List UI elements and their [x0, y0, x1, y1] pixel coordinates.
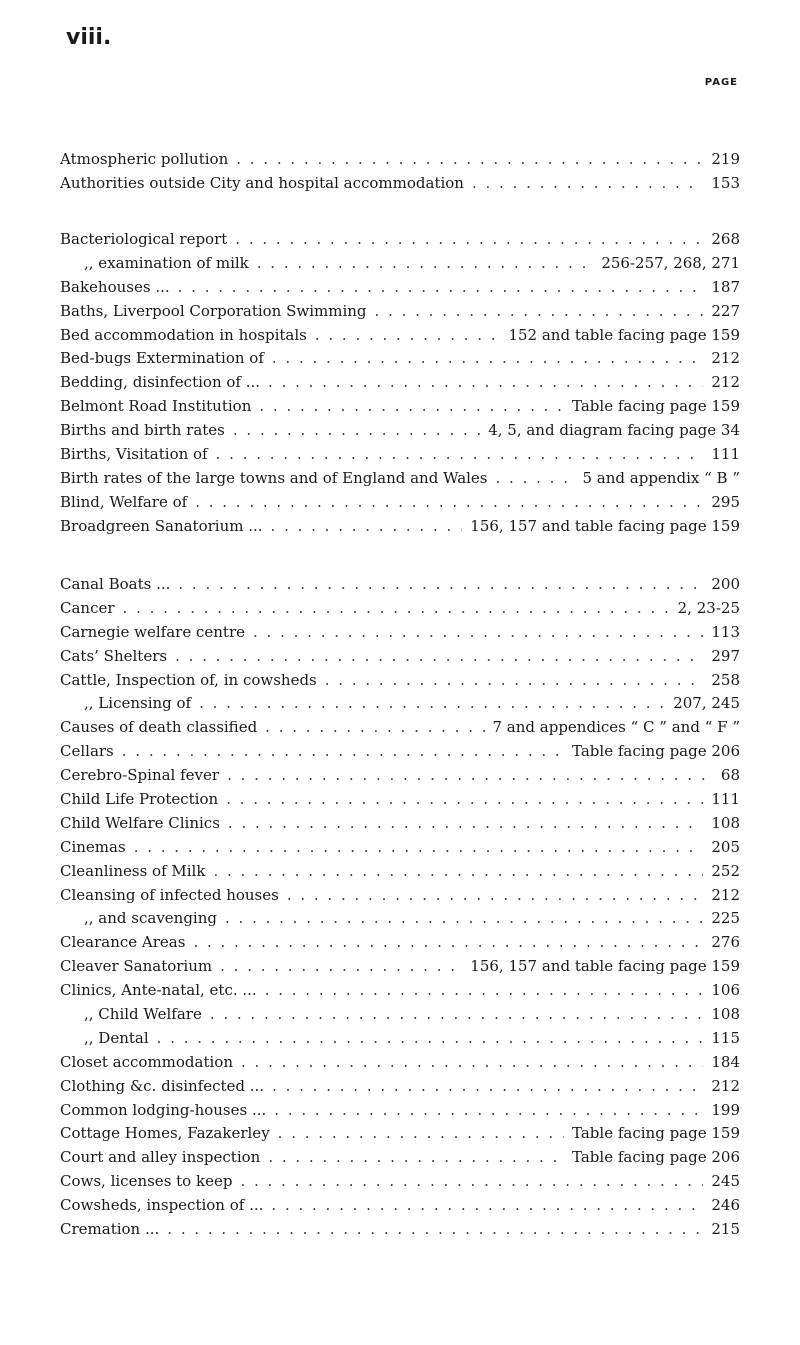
- index-term: Cattle, Inspection of, in cowsheds: [60, 670, 317, 689]
- dot-leader: [178, 276, 704, 300]
- page-reference: 4, 5, and diagram facing page 34: [488, 421, 740, 440]
- page-reference: 156, 157 and table facing page 159: [470, 516, 740, 535]
- dot-leader: [240, 1170, 703, 1194]
- dot-leader: [175, 645, 703, 669]
- index-term: Child Life Protection: [60, 790, 219, 809]
- dot-leader: [225, 907, 703, 931]
- dot-leader: [199, 692, 665, 716]
- index-term: Cleaver Sanatorium: [60, 957, 213, 976]
- page-reference: 212: [711, 349, 740, 368]
- index-entry: [60, 1051, 740, 1075]
- page-reference: 215: [711, 1220, 740, 1239]
- dot-leader: [272, 347, 703, 371]
- index-entry: [60, 252, 740, 276]
- page-reference: 153: [711, 173, 740, 192]
- page-reference: 212: [711, 373, 740, 392]
- index-term: Child Welfare Clinics: [60, 813, 220, 832]
- page-numeral: viii.: [66, 25, 112, 50]
- dot-leader: [226, 788, 703, 812]
- index-term: Cremation ...: [60, 1220, 160, 1239]
- page-reference: 108: [711, 813, 740, 832]
- index-entry: [60, 764, 740, 788]
- index-term: Births and birth rates: [60, 421, 225, 440]
- index-term: ,, and scavenging: [84, 909, 217, 928]
- dot-leader: [167, 1218, 703, 1242]
- dot-leader: [195, 491, 703, 515]
- index-term: Carnegie welfare centre: [60, 622, 246, 641]
- index-entry: [60, 669, 740, 693]
- dot-leader: [227, 764, 713, 788]
- index-term: Bed accommodation in hospitals: [60, 325, 307, 344]
- page-reference: 115: [711, 1028, 740, 1047]
- page-reference: Table facing page 206: [572, 742, 740, 761]
- index-term: Clearance Areas: [60, 933, 186, 952]
- index-term: Atmospheric pollution: [60, 150, 229, 168]
- dot-leader: [157, 1027, 704, 1051]
- index-entry: [60, 884, 740, 908]
- dot-leader: [122, 740, 564, 764]
- index-entry: [60, 1099, 740, 1123]
- index-entry: [60, 1122, 740, 1146]
- dot-leader: [210, 1003, 704, 1027]
- page-reference: 111: [711, 445, 740, 464]
- dot-leader: [228, 812, 703, 836]
- page-reference: 106: [711, 981, 740, 1000]
- page-reference: 212: [711, 885, 740, 904]
- dot-leader: [271, 515, 463, 539]
- index-entry: [60, 1218, 740, 1242]
- dot-leader: [241, 1051, 703, 1075]
- index-entry: [60, 515, 740, 539]
- page-reference: 245: [711, 1172, 740, 1191]
- index-entry: [60, 931, 740, 955]
- page-reference: 252: [711, 861, 740, 880]
- page-reference: 5 and appendix “ B ”: [582, 468, 740, 487]
- page-reference: 297: [711, 646, 740, 665]
- dot-leader: [213, 860, 703, 884]
- index-term: Bedding, disinfection of ...: [60, 373, 261, 392]
- index-term: Closet accommodation: [60, 1052, 233, 1071]
- page-reference: 212: [711, 1076, 740, 1095]
- dot-leader: [274, 1099, 703, 1123]
- dot-leader: [472, 172, 703, 196]
- page-reference: 276: [711, 933, 740, 952]
- dot-leader: [265, 716, 484, 740]
- dot-leader: [265, 979, 704, 1003]
- page-reference: 108: [711, 1005, 740, 1024]
- index-term: Cowsheds, inspection of ...: [60, 1196, 264, 1215]
- index-term: Baths, Liverpool Corporation Swimming: [60, 301, 367, 320]
- index-entry: [60, 860, 740, 884]
- dot-leader: [287, 884, 704, 908]
- index-term: Blind, Welfare of: [60, 492, 188, 511]
- index-term: Cottage Homes, Fazakerley: [60, 1124, 270, 1143]
- index-term: Court and alley inspection: [60, 1148, 261, 1167]
- index-section-a: [60, 148, 740, 196]
- index-entry: [60, 1003, 740, 1027]
- index-entry: [60, 467, 740, 491]
- index-entry: [60, 300, 740, 324]
- dot-leader: [123, 597, 670, 621]
- index-entry: [60, 740, 740, 764]
- page-reference: Table facing page 159: [572, 397, 740, 416]
- page-reference: 68: [720, 766, 740, 785]
- page-reference: 246: [711, 1196, 740, 1215]
- page-reference: 152 and table facing page 159: [508, 325, 740, 344]
- dot-leader: [253, 621, 703, 645]
- index-term: Clinics, Ante-natal, etc. ...: [60, 981, 257, 1000]
- index-term: Common lodging-houses ...: [60, 1100, 267, 1119]
- index-entry: [60, 172, 740, 196]
- page-reference: 227: [711, 301, 740, 320]
- page-reference: 225: [711, 909, 740, 928]
- dot-leader: [220, 955, 462, 979]
- index-term: Canal Boats ...: [60, 575, 171, 593]
- dot-leader: [375, 300, 704, 324]
- page-reference: 256-257, 268, 271: [601, 253, 740, 272]
- dot-leader: [268, 371, 703, 395]
- page-reference: 2, 23-25: [677, 598, 740, 617]
- index-entry: [60, 692, 740, 716]
- index-entry: [60, 836, 740, 860]
- dot-leader: [496, 467, 575, 491]
- index-term: Cows, licenses to keep: [60, 1172, 233, 1191]
- page-reference: 184: [711, 1052, 740, 1071]
- index-term: ,, Child Welfare: [84, 1005, 202, 1024]
- dot-leader: [257, 252, 594, 276]
- index-entry: [60, 443, 740, 467]
- page-reference: 156, 157 and table facing page 159: [470, 957, 740, 976]
- page-reference: 111: [711, 790, 740, 809]
- index-entry: [60, 491, 740, 515]
- index-entry: [60, 276, 740, 300]
- page-reference: 113: [711, 622, 740, 641]
- index-entry: [60, 1194, 740, 1218]
- index-entry: [60, 148, 740, 172]
- index-term: Cleanliness of Milk: [60, 861, 206, 880]
- page-reference: 7 and appendices “ C ” and “ F ”: [492, 718, 740, 737]
- dot-leader: [278, 1122, 564, 1146]
- index-term: Cancer: [60, 598, 115, 617]
- index-entry: [60, 324, 740, 348]
- page-reference: 258: [711, 670, 740, 689]
- index-entry: [60, 1170, 740, 1194]
- index-term: Bakehouses ...: [60, 277, 170, 296]
- index-term: ,, examination of milk: [84, 253, 249, 272]
- dot-leader: [325, 669, 704, 693]
- page-reference: 219: [711, 150, 740, 168]
- index-entry: [60, 812, 740, 836]
- index-entry: [60, 419, 740, 443]
- index-term: ,, Licensing of: [84, 694, 192, 713]
- page-reference: 268: [711, 230, 740, 248]
- index-term: Births, Visitation of: [60, 445, 208, 464]
- index-term: Causes of death classified: [60, 718, 258, 737]
- index-term: Cellars: [60, 742, 114, 761]
- dot-leader: [235, 228, 703, 252]
- page-reference: 200: [711, 575, 740, 593]
- page-reference: 295: [711, 492, 740, 511]
- index-entry: [60, 979, 740, 1003]
- dot-leader: [259, 395, 564, 419]
- dot-leader: [193, 931, 703, 955]
- index-entry: [60, 573, 740, 597]
- index-entry: [60, 907, 740, 931]
- index-term: ,, Dental: [84, 1028, 149, 1047]
- index-term: Bed-bugs Extermination of: [60, 349, 264, 368]
- page-reference: 205: [711, 837, 740, 856]
- index-entry: [60, 621, 740, 645]
- index-term: Bacteriological report: [60, 230, 228, 248]
- page-reference: 207, 245: [673, 694, 740, 713]
- index-term: Broadgreen Sanatorium ...: [60, 516, 263, 535]
- index-entry: [60, 788, 740, 812]
- dot-leader: [178, 573, 703, 597]
- index-entry: [60, 1027, 740, 1051]
- index-entry: [60, 347, 740, 371]
- index-entry: [60, 1075, 740, 1099]
- index-entry: [60, 1146, 740, 1170]
- index-term: Cinemas: [60, 837, 126, 856]
- dot-leader: [216, 443, 704, 467]
- index-entry: [60, 645, 740, 669]
- dot-leader: [134, 836, 704, 860]
- page-reference: 199: [711, 1100, 740, 1119]
- index-section-b: [60, 228, 740, 539]
- index-entry: [60, 371, 740, 395]
- index-term: Birth rates of the large towns and of England and Wales: [60, 468, 488, 487]
- index-term: Belmont Road Institution: [60, 397, 252, 416]
- index-entry: [60, 955, 740, 979]
- page-reference: 187: [711, 277, 740, 296]
- page-reference: Table facing page 206: [572, 1148, 740, 1167]
- index-term: Cats’ Shelters: [60, 646, 168, 665]
- index-term: Cleansing of infected houses: [60, 885, 279, 904]
- dot-leader: [272, 1075, 703, 1099]
- page-column-heading: PAGE: [704, 77, 738, 88]
- page-reference: Table facing page 159: [572, 1124, 740, 1143]
- index-entry: [60, 597, 740, 621]
- dot-leader: [268, 1146, 564, 1170]
- dot-leader: [236, 148, 703, 172]
- index-entry: [60, 395, 740, 419]
- index-term: Authorities outside City and hospital accommodation: [60, 173, 464, 192]
- index-term: Cerebro-Spinal fever: [60, 766, 220, 785]
- index-section-c: [60, 573, 740, 1242]
- index-entry: [60, 228, 740, 252]
- dot-leader: [233, 419, 480, 443]
- index-term: Clothing &c. disinfected ...: [60, 1076, 265, 1095]
- index-entry: [60, 716, 740, 740]
- dot-leader: [271, 1194, 703, 1218]
- dot-leader: [315, 324, 501, 348]
